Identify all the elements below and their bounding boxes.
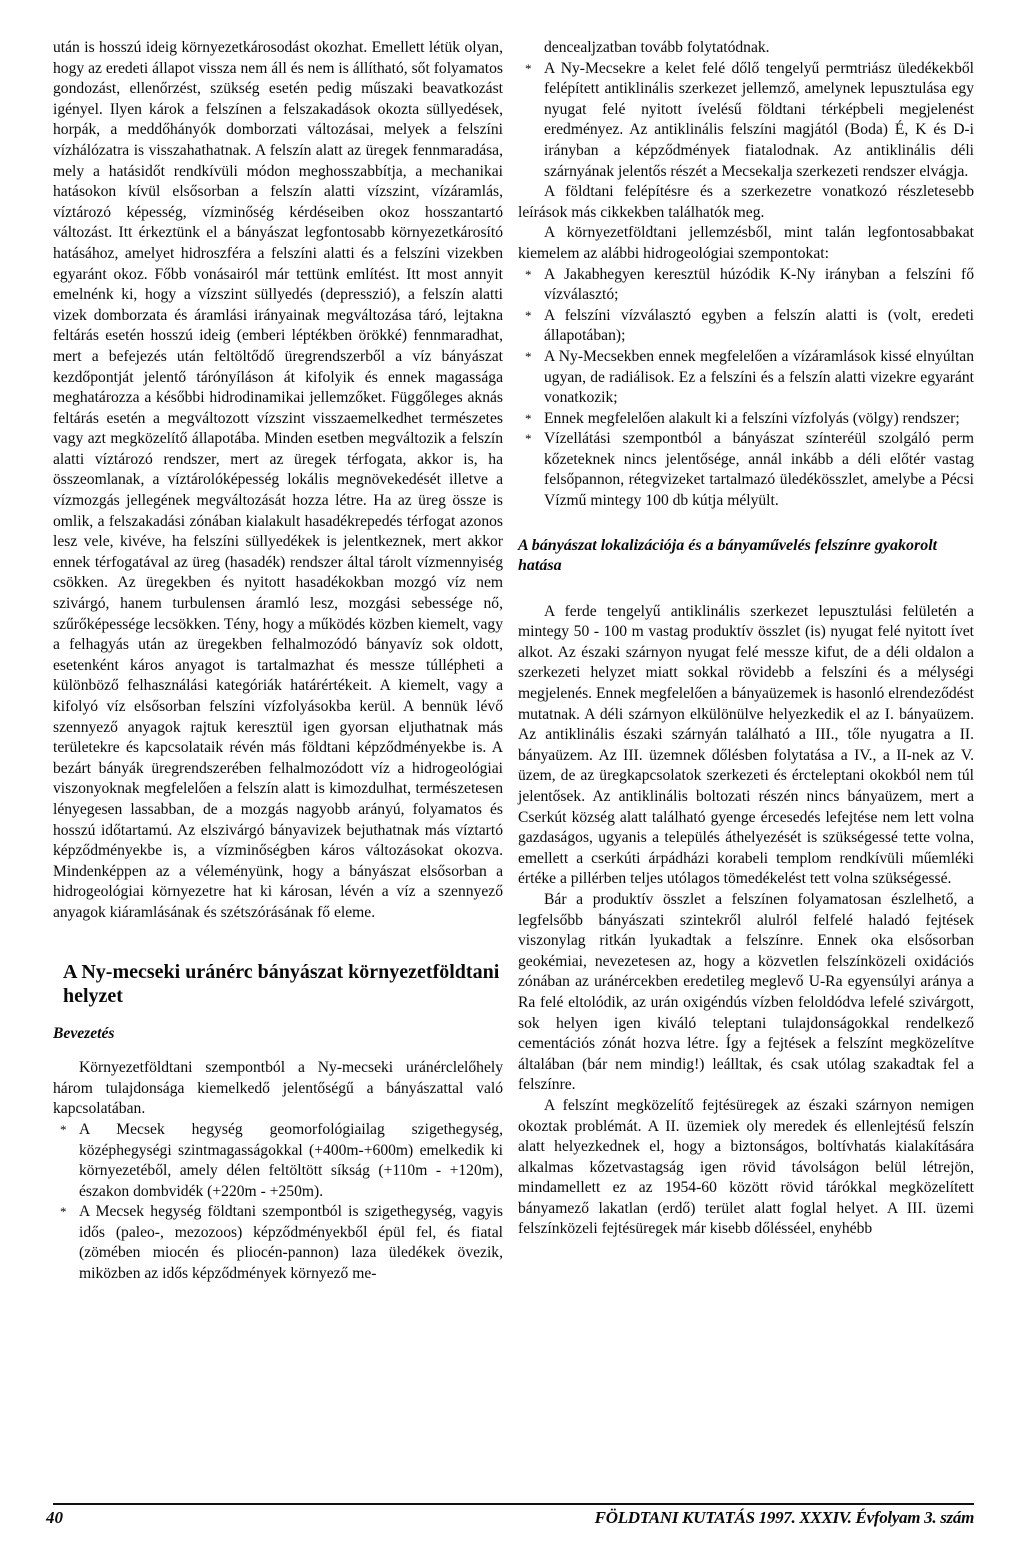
bullet-text: Vízellátási szempontból a bányászat színteréül szolgáló perm kőzeteknek nincs jelentősége, annál inkább a déli előtér vastag felsőpannon, rétegvizeket tartalmazó üledékösszlet, amelybe a Pécsi Vízmű mintegy 100 db kútja mélyült. (544, 430, 974, 510)
bullet-star-icon: * (525, 431, 532, 447)
bullet-star-icon: * (525, 60, 532, 76)
bullet-star-icon: * (525, 307, 532, 323)
bullet-text: Ennek megfelelően alakult ki a felszíni vízfolyás (völgy) rendszer; (544, 409, 960, 427)
bullet-item (518, 347, 974, 409)
bullet-star-icon: * (60, 1121, 67, 1137)
bullet-text: A Mecsek hegység földtani szempontból is szigethegység, vagyis idős (paleo-, mezozoos) képződményekből épül fel, és fiatal (zömében miocén és pliocén-pannon) laza üledékek övezik, miközben az idős képződmények környező me- (79, 1203, 503, 1283)
intro-paragraph: Környezetföldtani szempontból a Ny-mecseki uránérclelőhely három tulajdonsága kiemelkedő jelentőségű a bányászattal való kapcsolatában. (53, 1059, 503, 1118)
bullet-item (518, 59, 974, 183)
section-title: A Ny-mecseki uránérc bányászat környezetföldtani helyzet (63, 960, 500, 1007)
body-paragraph: A felszínt megközelítő fejtésüregek az északi szárnyon nemigen okoztak problémát. A II. üzemiek oly meredek és ellenlejtésű felszín alatt helyezkednek el, hogy a biztonságos, boltívhatás kialakítására alkalmas kőzetvastagság igen rövid távolságon belül létrejön, mindamellett ez az 1954-60 között rövid tárókkal megközelített bányamező lakatlan (erdő) terület alatt foglal helyet. A III. üzemi felszínközeli fejtésüregek már kisebb dőlésséel, enyhébb (518, 1096, 974, 1238)
bullet-item (53, 1202, 503, 1284)
continued-text: dencealjzatban tovább folytatódnak. (544, 39, 770, 56)
bullet-star-icon: * (525, 410, 532, 426)
bullet-item (518, 409, 974, 430)
left-column (53, 38, 503, 1285)
subheading-introduction: Bevezetés (53, 1024, 115, 1042)
bullet-item (518, 265, 974, 306)
bullet-star-icon: * (525, 266, 532, 282)
bullet-item (518, 429, 974, 511)
section-heading: A bányászat lokalizációja és a bányaművelés felszínre gyakorolt hatása (518, 536, 938, 574)
bullet-item (53, 1120, 503, 1202)
page-number: 40 (46, 1508, 63, 1527)
bullet-text: A Ny-Mecsekre a kelet felé dőlő tengelyű permtriász üledékekből felépített antiklinális szerkezet jellemző, amelynek lepusztulása egy nyugat felé nyitott ívelésű földtani térképbeli megjelenést eredményez. Az antiklinális felszíni magjától (Boda) É, K és D-i irányban a képződmények fiatalodnak. Az antiklinális déli szárnyának jelentős részét a Mecsekalja szerkezeti rendszer elvágja. (544, 59, 974, 180)
bullet-star-icon: * (60, 1204, 67, 1220)
bullet-text: A felszíni vízválasztó egyben a felszín alatti is (volt, eredeti állapotában); (544, 306, 974, 345)
bullet-text: A Jakabhegyen keresztül húzódik K-Ny irányban a felszíni fő vízválasztó; (544, 265, 974, 304)
bullet-text: A Mecsek hegység geomorfológiailag szigethegység, középhegységi szintmagasságokkal (+400m-+600m) emelkedik ki környezetéből, amely délen feltöltött síkság (+110m - +120m), északon dombvidék (+220m - +250m). (79, 1120, 503, 1200)
bullet-star-icon: * (525, 348, 532, 364)
right-column (518, 38, 974, 1240)
body-paragraph: A ferde tengelyű antiklinális szerkezet lepusztulási felületén a mintegy 50 - 100 m vastag produktív összlet (is) nyugat felé nyitott ívet alkot. Az északi szárnyon nyugat felé messze kifut, de a déli oldalon a szerkezeti helyzet miatt sokkal rövidebb a felszíni és a mélységi megjelenés. Ennek megfelelően a bányaüzemek is hasonló elrendeződést mutatnak. A déli szárnyon elkülönülve helyezkedik el az I. bányaüzem. Az antiklinális északi szárnyán található a III., tőle nyugatra a II. bányaüzem. Az III. üzemnek dőlésben folytatása a IV., a II-nek az V. üzem, de az üregkapcsolatok szerkezeti és ércteleptani okokból nem túl jelentősek. Az antiklinális boltozati részén nincs bányaüzem, mert a Cserkút község alatt található gyenge ércesedés lefejtése nem lett volna gazdaságos, ugyanis a település áthelyezését is szükségessé tette volna, emellett a cserkúti árpádházi korabeli templom rendkívüli műemléki értéke a pillérben teljes utólagos tömedékelést tett volna szükségessé. (518, 602, 974, 888)
bullet-text: A Ny-Mecsekben ennek megfelelően a vízáramlások kissé elnyúltan ugyan, de radiálisok. Ez a felszíni és a felszín alatti vizekre egyaránt vonatkozik; (544, 347, 974, 407)
body-paragraph: A környezetföldtani jellemzésből, mint talán legfontosabbakat kiemelem az alábbi hidrogeológiai szempontokat: (518, 224, 974, 262)
body-paragraph: után is hosszú ideig környezetkárosodást okozhat. Emellett létük olyan, hogy az eredeti állapot vissza nem áll és nem is állítható, sőt folyamatos gondozást, ellenőrzést, szükség esetén pedig műszaki beavatkozást igényel. Ilyen károk a felszínen a felszakadások okozta süllyedések, horpák, a meddőhányók domborzati változásai, melyek a felszíni vízhálózatra is visszahathatnak. A felszín alatt az üregek fennmaradása, mely a hatásidőt rendkívüli módon meghosszabbítja, a mechanikai hatásokon kívül elsősorban a felszín alatti vízszint, vízáramlás, víztározó képesség, vízminőség kérdéseiben okoz hosszantartó változást. Itt érkeztünk el a bányászat legfontosabb környezetkárosító hatásához, amelyet hidroszféra a felszíni alatti és a felszíni vizekben egyaránt okoz. Főbb vonásairól már tettünk említést. Itt most annyit emelnénk ki, hogy a vízszint süllyedés (depresszió), a felszín alatti vizek domborzata és áramlási irányainak megváltozása táró, lejtakna feltárás esetén hosszú ideig (emberi léptékben örökké) fennmaradhat, mert a befejezés után feltöltődő üregrendszerből a víz bányászat kezdőpontját jelentő tárónyíláson át kifolyik és ennek magassága meghatározza a későbbi hidrodinamikai jellemzőket. Függőleges aknás feltárás esetén a megváltozott vízszint visszaemelkedhet természetes vagy azt megközelítő állapotába. Minden esetben megváltozik a felszín alatti víztározó rendszer, mert az üregek térfogata, akkor is, ha összeomlanak, a víztárolóképesség lokális megnövekedését illetve a vízmozgás jellegének megváltozását hozza létre. Ha az üreg össze is omlik, a felszakadási zónában kialakult hasadékrepedés térfogat azonos lesz vele, kivéve, ha felszíni süllyedékek is jelentkeznek, mert akkor ennek térfogatával az üreg (hasadék) rendszer által tárolt vízmennyiség csökken. Az üregekben és nyitott hasadékokban mozgó víz nem szivárgó, hanem turbulensen áramló lesz, mozgási sebessége nő, szűrőképessége lecsökken. Tény, hogy a működés közben kiemelt, vagy a felhagyás után az üregekben felhalmozódó bányavíz sok oldott, esetenként káros anyagot is tartalmazhat és messze túllépheti a különböző felhasználási kategóriák határértékeit. A kiemelt, vagy a kifolyó víz elsősorban felszíni vízfolyásokba kerül. A bennük lévő szennyező anyagok rajtuk keresztül igen gyorsan eljuthatnak más területekre és kapcsolataik révén más földtani képződményekbe is. A bezárt bányák üregrendszerében felhalmozódott víz a hidrogeológiai viszonyoknak megfelelően a felszín alatt is kimozdulhat, természetesen lényegesen lassabban, de a mozgás nagyobb arányú, folyamatos és hosszú időtartamú. Az elszivárgó bányavizek bejuthatnak más víztartó képződményekbe is, a vízminőségben káros változásokat okozva. Mindenképpen az a véleményünk, hogy a bányászat elsősorban a hidrogeológiai környezetre hat ki károsan, lévén a víz a szennyező anyagok kiáramlásának és szétszórásának fő eleme. (53, 39, 503, 921)
footer-rule (53, 1503, 974, 1505)
bullet-item (518, 306, 974, 347)
body-paragraph: Bár a produktív összlet a felszínen folyamatosan észlelhető, a legfelsőbb bányászati szintekről alulról felfelé haladó fejtések viszonylag ritkán lyukadtak a felszínre. Ennek oka elsősorban geokémiai, nevezetesen az, hogy a közvetlen felszínközeli oxidációs zónában az uránércekben eredetileg meglevő U-Ra egyensúlyi aránya a Ra felé eltolódik, az urán oxigéndús vízben feloldódva lefelé szivárgott, sok helyen igen kiváló teleptani tulajdonságokkal rendelkező cementációs zónát hozva létre. Így a fejtések a felszínt megközelítve általában (bár nem mindig!) leálltak, és csak utólag szakadtak fel a felszínre. (518, 890, 974, 1094)
journal-name: FÖLDTANI KUTATÁS 1997. XXXIV. Évfolyam 3. szám (594, 1508, 974, 1527)
body-paragraph: A földtani felépítésre és a szerkezetre vonatkozó részletesebb leírások más cikkekben találhatók meg. (518, 183, 974, 221)
